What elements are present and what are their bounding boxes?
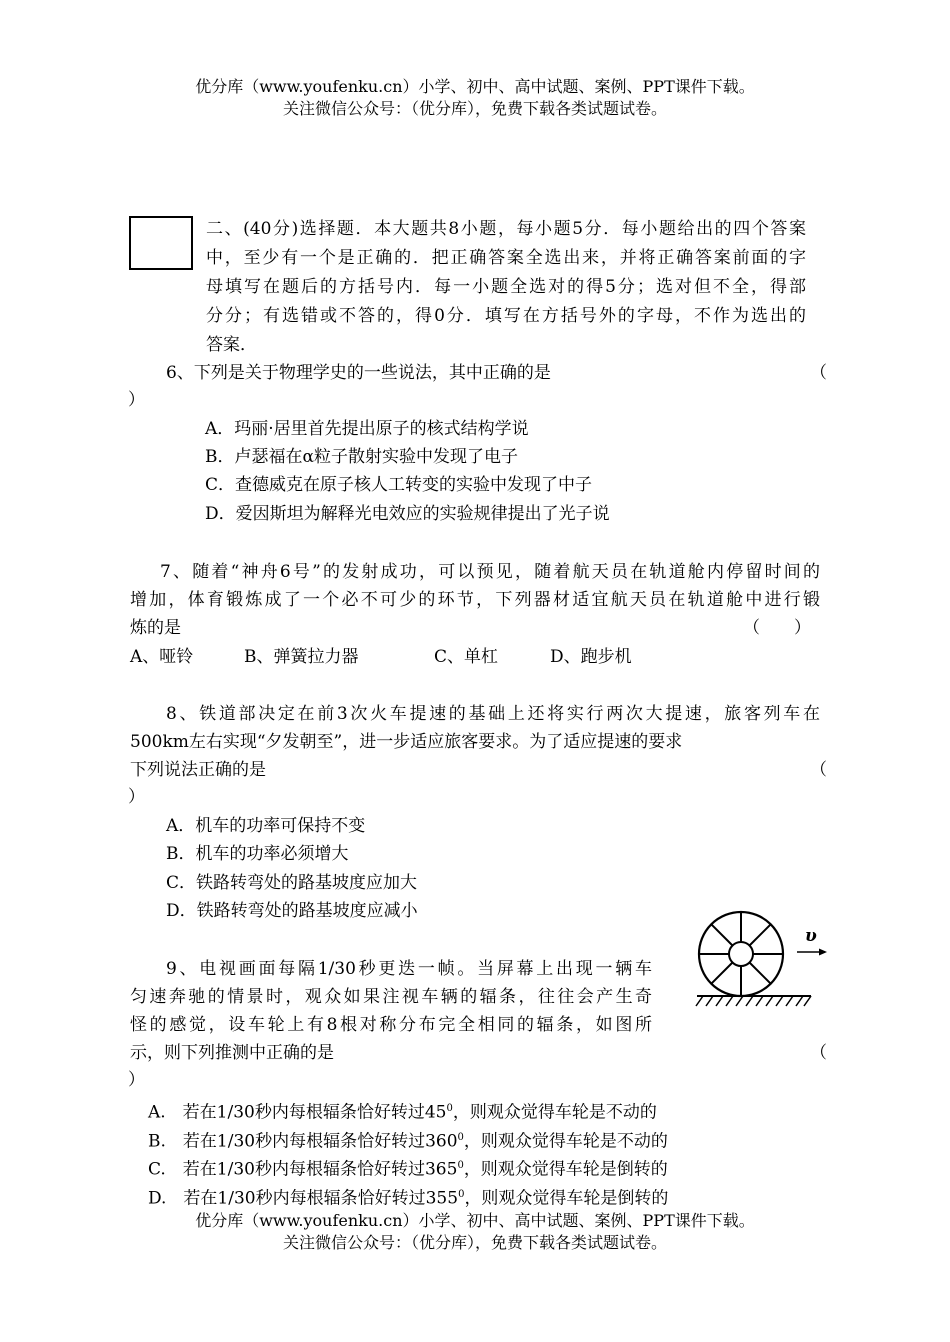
q6-answer-paren-close: ） (128, 390, 145, 410)
degree-sup: 0 (457, 1160, 464, 1171)
wheel-hub (729, 942, 753, 966)
q9-option-d: D. 若在1/30秒内每根辐条恰好转过$355^0$，则观众觉得车轮是倒转的 (148, 1188, 669, 1209)
q6-option-a: A．玛丽·居里首先提出原子的核式结构学说 (205, 419, 529, 439)
q9-line-4: 示，则下列推测中正确的是 (130, 1043, 334, 1063)
velocity-label: υ (805, 926, 817, 946)
q8-line-2: 500km左右实现“夕发朝至”，进一步适应旅客要求。为了适应提速的要求 (130, 732, 683, 752)
q7-line-3: 炼的是 (130, 618, 181, 638)
ground (696, 996, 811, 1006)
header-line-1: 优分库（www.youfenku.cn）小学、初中、高中试题、案例、PPT课件下载。 (195, 77, 755, 96)
q9-answer-paren-close: ） (128, 1070, 145, 1090)
q9-line-1: 9、电视画面每隔1/30秒更迭一帧。当屏幕上出现一辆车 (166, 959, 652, 979)
degree-sup: 0 (446, 1103, 453, 1114)
q8-line-1: 8、铁道部决定在前3次火车提速的基础上还将实行两次大提速，旅客列车在 (166, 704, 820, 724)
q9-option-c: C. 若在1/30秒内每根辐条恰好转过$365^0$，则观众觉得车轮是倒转的 (148, 1159, 668, 1180)
q6-option-b: B．卢瑟福在α粒子散射实验中发现了电子 (205, 447, 518, 467)
q8-answer-paren-open: （ (810, 760, 827, 780)
q9-option-a: A. 若在1/30秒内每根辐条恰好转过$45^0$，则观众觉得车轮是不动的 (148, 1102, 657, 1123)
q6-option-c: C．查德威克在原子核人工转变的实验中发现了中子 (205, 475, 593, 495)
q8-option-d: D．铁路转弯处的路基坡度应减小 (166, 901, 418, 921)
section-intro-line-5: 答案． (206, 335, 257, 355)
q8-line-3: 下列说法正确的是 (130, 760, 266, 780)
degree-sup: 0 (457, 1132, 464, 1143)
wheel-spokes (699, 912, 783, 996)
footer-line-1: 优分库（www.youfenku.cn）小学、初中、高中试题、案例、PPT课件下载。 (195, 1211, 755, 1230)
section-intro-line-3: 母填写在题后的方括号内．每一小题全选对的得5分；选对但不全，得部 (206, 277, 806, 297)
wheel-figure (693, 907, 838, 1017)
q9-line-2: 匀速奔驰的情景时，观众如果注视车辆的辐条，往往会产生奇 (130, 987, 652, 1007)
q9-option-b: B. 若在1/30秒内每根辐条恰好转过$360^0$，则观众觉得车轮是不动的 (148, 1131, 668, 1152)
q8-answer-paren-close: ） (128, 787, 145, 807)
q8-option-b: B．机车的功率必须增大 (166, 844, 349, 864)
q9-line-3: 怪的感觉，设车轮上有8根对称分布完全相同的辐条，如图所 (130, 1015, 652, 1035)
q6-option-d: D．爱因斯坦为解释光电效应的实验规律提出了光子说 (205, 504, 610, 524)
header-line-2: 关注微信公众号：（优分库），免费下载各类试题试卷。 (282, 99, 667, 118)
q8-option-a: A．机车的功率可保持不变 (166, 816, 366, 836)
q7-line-2: 增加，体育锻炼成了一个必不可少的环节，下列器材适宜航天员在轨道舱中进行锻 (130, 590, 820, 610)
q6-answer-paren-open: （ (810, 363, 827, 383)
q8-option-c: C．铁路转弯处的路基坡度应加大 (166, 873, 418, 893)
q7-option-c: C、单杠 (434, 647, 499, 667)
section-intro-line-4: 分分；有选错或不答的，得0分．填写在方括号外的字母，不作为选出的 (206, 306, 806, 326)
q7-answer-bracket: （ ） (743, 618, 811, 638)
wheel (699, 912, 783, 996)
score-box[interactable] (129, 216, 193, 270)
section-intro-line-2: 中，至少有一个是正确的．把正确答案全选出来，并将正确答案前面的字 (206, 248, 806, 268)
degree-sup: 0 (458, 1189, 465, 1200)
q7-option-b: B、弹簧拉力器 (244, 647, 359, 667)
q7-option-a: A、哑铃 (130, 647, 194, 667)
q9-answer-paren-open: （ (810, 1043, 827, 1063)
q7-option-d: D、跑步机 (550, 647, 632, 667)
q6-stem: 6、下列是关于物理学史的一些说法，其中正确的是 (166, 363, 551, 383)
velocity-arrow (797, 949, 827, 956)
section-intro-line-1: 二、(40分)选择题．本大题共8小题，每小题5分．每小题给出的四个答案 (206, 219, 806, 239)
footer-line-2: 关注微信公众号：（优分库），免费下载各类试题试卷。 (282, 1233, 667, 1252)
q7-line-1: 7、随着“神舟6号”的发射成功，可以预见，随着航天员在轨道舱内停留时间的 (160, 562, 820, 582)
